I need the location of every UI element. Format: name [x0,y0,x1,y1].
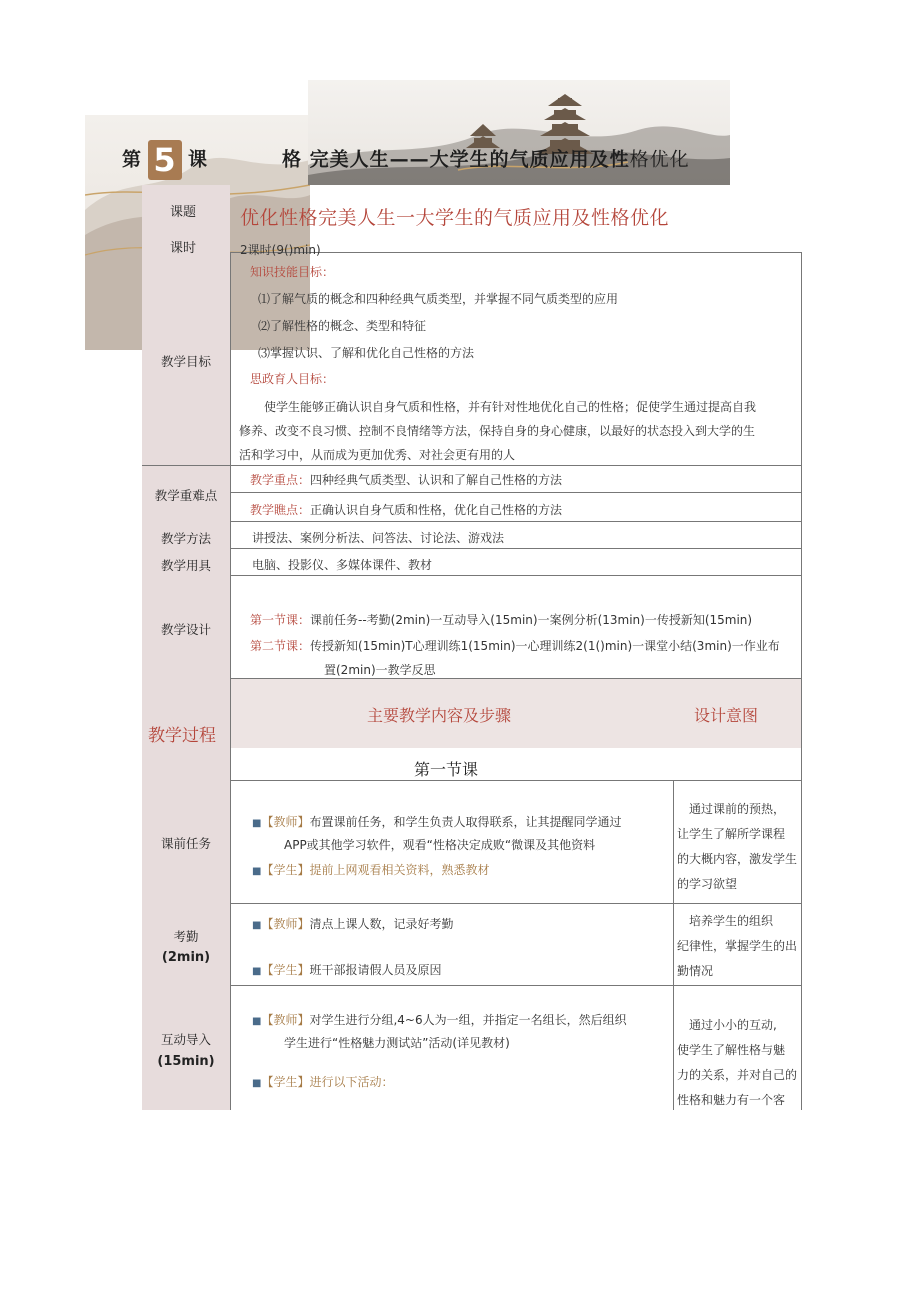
ideology-heading: 思政育人目标： [250,372,335,386]
knowledge-item: ⑴了解气质的概念和四种经典气质类型，并掌握不同气质类型的应用 [258,292,619,306]
teacher-text: 对学生进行分组,4~6人为一组，并指定一名组长，然后组织 [309,1013,627,1027]
student-text: 班干部报请假人员及原因 [309,963,442,977]
knowledge-item: ⑶掌握认识、了解和优化自己性格的方法 [258,346,475,360]
intent-line: 纪律性，掌握学生的出 [677,939,798,953]
teacher-tag: 【教师】 [261,1013,310,1027]
student-tag: 【学生】 [261,963,310,977]
session-2-text: 传授新知(15min)T心理训练1(15min)一心理训练2(1()min)一课堂小结(3min)一作业布 [310,639,780,653]
design-session-2 [250,637,780,654]
bullet-icon: ■ [252,1016,262,1027]
student-tag: 【学生】 [261,863,310,877]
difficult-point-text: 正确认识自身气质和性格，优化自己性格的方法 [310,503,563,517]
lesson-suffix: 课 [188,148,209,171]
intent-line: 性格和魅力有一个客 [677,1093,786,1107]
key-point-row [250,471,562,488]
intent-line: 通过小小的互动, [689,1018,777,1032]
teacher-line [252,915,453,932]
topic-value: 优化性格完美人生一大学生的气质应用及性格优化 [240,207,670,229]
session-1-text: 课前任务--考勤(2min)一互动导入(15min)一案例分析(13min)一传授新知(15min) [310,613,753,627]
process-label: 教学过程 [148,726,216,746]
bullet-icon: ■ [252,1078,262,1089]
knowledge-heading: 知识技能目标： [250,265,335,279]
lesson-number-badge: 5 [148,140,182,180]
bullet-icon: ■ [252,966,262,977]
bullet-icon: ■ [252,920,262,931]
tools-label: 教学用具 [160,558,211,573]
intent-line: 使学生了解性格与魅 [677,1043,786,1057]
intent-line: 力的关系，并对自己的 [677,1068,798,1082]
lesson-prefix: 第 [122,148,143,171]
session-2-tag: 第二节课： [250,639,311,653]
teacher-line-cont: APP或其他学习软件，观看“性格决定成败“微课及其他资料 [284,838,596,852]
teacher-tag: 【教师】 [261,917,310,931]
methods-text: 讲授法、案例分析法、问答法、讨论法、游戏法 [252,531,505,545]
intent-cell [677,1013,801,1113]
teacher-text: 布置课前任务，和学生负责人取得联系，让其提醒同学通过 [309,815,622,829]
student-tag: 【学生】 [261,1075,310,1089]
teacher-line [252,813,621,830]
student-line [252,961,441,978]
ideology-line: 活和学习中，从而成为更加优秀、对社会更有用的人 [239,448,516,462]
teacher-line [252,1011,627,1028]
hours-label: 课时 [170,241,197,256]
student-line [252,861,489,878]
teacher-tag: 【教师】 [261,815,310,829]
hours-value: 2课时(9()min) [240,243,321,257]
objectives-label: 教学目标 [160,354,211,369]
tools-text: 电脑、投影仪、多媒体课件、教材 [252,558,433,572]
intent-cell [677,909,801,984]
row-label: 互动导入 [160,1032,211,1047]
session-1-tag: 第一节课： [250,613,311,627]
design-session-1 [250,611,752,628]
teacher-text: 清点上课人数，记录好考勤 [309,917,454,931]
lesson-title-tail: 格优化 [629,148,690,171]
intent-cell [677,797,801,897]
label-column [142,253,230,1110]
intent-line: 让学生了解所学课程 [677,827,786,841]
key-point-tag: 教学重点： [250,473,311,487]
row-label: 考勤 [173,929,199,944]
content-column-header: 主要教学内容及步骤 [367,706,512,725]
ideology-line: 使学生能够正确认识自身气质和性格，并有针对性地优化自己的性格；促使学生通过提高自我 [264,400,757,414]
intent-line: 培养学生的组织 [689,914,774,928]
keypoints-label: 教学重难点 [154,488,218,503]
bullet-icon: ■ [252,818,262,829]
knowledge-item: ⑵了解性格的概念、类型和特征 [258,319,427,333]
intent-line: 通过课前的预热， [689,802,786,816]
difficult-point-tag: 教学瞧点： [250,503,311,517]
row-label: 课前任务 [160,836,211,851]
difficult-point-row [250,501,562,518]
lesson-plan-table [142,185,802,1110]
intent-line: 勤情况 [677,964,714,978]
row-time: (2min) [161,950,211,965]
topic-label: 课题 [170,205,197,220]
ideology-line: 修养、改变不良习惯、控制不良情绪等方法，保持自身的身心健康，以最好的状态投入到大学的生 [239,424,756,438]
design-session-2-cont: 置(2min)一教学反思 [324,663,436,677]
row-time: (15min) [157,1054,215,1069]
design-label: 教学设计 [160,622,211,637]
student-line [252,1073,393,1090]
teacher-line-cont: 学生进行“性格魅力测试站”活动(详见教材) [284,1036,510,1050]
lesson-title: 格 完美人生——大学生的气质应用及性 [282,148,630,171]
student-text: 进行以下活动： [309,1075,394,1089]
intent-line: 的学习欲望 [677,877,738,891]
bullet-icon: ■ [252,866,262,877]
lesson-heading [122,140,690,180]
key-point-text: 四种经典气质类型、认识和了解自己性格的方法 [310,473,563,487]
intent-column-header: 设计意图 [694,706,759,725]
methods-label: 教学方法 [160,531,211,546]
student-text: 提前上网观看相关资料，熟悉教材 [309,863,490,877]
section-title: 第一节课 [414,760,479,779]
intent-line: 的大概内容，激发学生 [677,852,798,866]
